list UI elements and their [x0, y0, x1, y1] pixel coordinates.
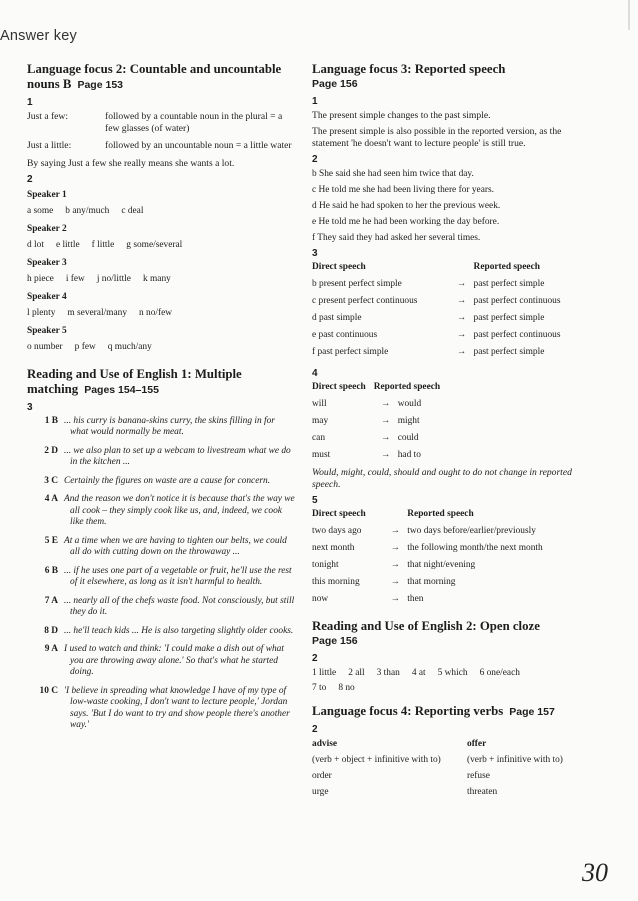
answer-text: By saying Just a few she really means she wants a lot. — [27, 157, 235, 169]
answer-item: n no/few — [139, 307, 173, 318]
direct-cell: d past simple — [312, 313, 362, 323]
exercise-number: 4 — [312, 368, 318, 379]
table-row — [312, 433, 440, 450]
table-row — [312, 279, 587, 296]
answer-item: a some — [27, 205, 54, 216]
arrow-icon: → — [456, 279, 467, 289]
speaker-label: Speaker 5 — [27, 325, 67, 336]
matching-item — [27, 644, 295, 679]
direct-cell: f past perfect simple — [312, 347, 389, 357]
section-heading — [312, 704, 587, 720]
reported-cell: that morning — [407, 577, 456, 587]
answer-row — [27, 307, 295, 319]
direct-cell: will — [312, 399, 327, 409]
page-ref: Pages 154–155 — [84, 383, 159, 396]
arrow-icon: → — [456, 347, 467, 357]
item-key: 8 D — [44, 625, 58, 636]
heading-text: Language focus 3: Reported speech — [312, 62, 506, 76]
table-header — [312, 509, 587, 526]
arrow-icon: → — [381, 416, 391, 426]
arrow-icon: → — [456, 296, 467, 306]
item-quote: ... he'll teach kids ... He is also targeting slightly older cooks. — [64, 625, 294, 636]
arrow-icon: → — [381, 399, 391, 409]
answer-item: 6 one/each — [479, 668, 520, 678]
column-header: advise — [312, 739, 338, 749]
matching-item — [27, 494, 295, 529]
answer-text: The present simple changes to the past simple. — [312, 110, 491, 121]
reported-cell: two days before/earlier/previously — [407, 526, 536, 536]
direct-cell: must — [312, 450, 331, 460]
direct-cell: can — [312, 433, 326, 443]
table-row — [312, 416, 440, 433]
answer-item: c deal — [121, 205, 144, 216]
item-key: 10 C — [39, 685, 58, 696]
exercise-number: 2 — [312, 653, 318, 664]
verb-item: urge — [312, 787, 329, 797]
definition-row — [27, 111, 295, 134]
reported-cell: past perfect simple — [473, 313, 545, 323]
answer-item: 5 which — [437, 668, 468, 678]
definition-label: Just a little: — [27, 140, 72, 151]
item-quote: ... if he uses one part of a vegetable or fruit, he'll use the rest of it elsewhere, as long as it isn't harmful to health. — [64, 565, 292, 587]
speaker-label: Speaker 4 — [27, 291, 67, 302]
matching-list — [27, 416, 295, 732]
item-quote: ... we also plan to set up a webcam to livestream what we do in the kitchen ... — [64, 445, 291, 467]
item-quote: I used to watch and think: 'I could make a dish out of what you are throwing away alone.' So that's what he started doing. — [64, 644, 284, 677]
direct-cell: b present perfect simple — [312, 279, 402, 289]
matching-item — [27, 626, 295, 638]
page-ref: Page 157 — [509, 706, 555, 718]
reported-cell: would — [397, 399, 422, 409]
table-row — [312, 330, 587, 347]
verb-column — [467, 738, 563, 802]
answer-line: c He told me she had been living there for years. — [312, 185, 494, 195]
answer-item: l plenty — [27, 307, 56, 318]
answer-item: g some/several — [126, 239, 183, 250]
pattern-text: (verb + infinitive with to) — [467, 755, 563, 765]
section-language-focus-4 — [312, 704, 587, 802]
item-quote: ... nearly all of the chefs waste food. Not consciously, but still they do it. — [64, 595, 295, 617]
column-header: Direct speech — [312, 262, 366, 272]
item-key: 9 A — [44, 644, 58, 654]
arrow-icon: → — [390, 560, 400, 570]
reported-cell: past perfect simple — [473, 279, 545, 289]
answer-item: 4 at — [411, 668, 426, 678]
item-quote: Certainly the figures on waste are a cause for concern. — [64, 475, 271, 486]
answer-item: 7 to — [312, 683, 327, 693]
definition-row — [27, 140, 295, 152]
direct-cell: two days ago — [312, 526, 362, 536]
reported-cell: the following month/the next month — [407, 543, 543, 553]
tense-table — [312, 262, 587, 364]
answer-item: j no/little — [96, 273, 131, 284]
matching-item — [27, 446, 295, 469]
section-reading-use-of-english-1 — [27, 367, 295, 732]
answer-item: 3 than — [376, 668, 400, 678]
speaker-label: Speaker 2 — [27, 223, 67, 234]
matching-item — [27, 686, 295, 732]
answer-note: Would, might, could, should and ought to do not change in reported speech. — [312, 467, 572, 490]
answer-line: e He told me he had been working the day before. — [312, 217, 500, 227]
matching-item — [27, 566, 295, 589]
matching-item — [27, 536, 295, 559]
answer-item: i few — [65, 273, 85, 284]
table-row — [312, 526, 587, 543]
answer-row — [27, 239, 295, 251]
reported-cell: had to — [397, 450, 421, 460]
table-row — [312, 577, 587, 594]
table-row — [312, 543, 587, 560]
matching-item — [27, 476, 295, 488]
reported-cell: that night/evening — [407, 560, 476, 570]
section-reading-use-of-english-2 — [312, 619, 587, 694]
answer-item: k many — [142, 273, 171, 284]
exercise-number: 1 — [27, 97, 33, 108]
answer-item: o number — [27, 341, 63, 352]
direct-cell: next month — [312, 543, 355, 553]
item-quote: At a time when we are having to tighten our belts, we could all do with cutting down on the throwaway ... — [64, 535, 287, 557]
answer-row — [27, 205, 295, 217]
exercise-number: 3 — [312, 248, 318, 259]
item-quote: 'I believe in spreading what knowledge I have of my type of low-waste cooking, I don't want to lecture people,' Jordan says. 'But I do want to try and show people there's another way.' — [64, 685, 290, 730]
table-row — [312, 347, 587, 364]
answer-line: d He said he had spoken to her the previous week. — [312, 201, 501, 211]
exercise-number: 2 — [312, 724, 318, 735]
answer-row — [27, 341, 295, 353]
exercise-number: 2 — [312, 154, 318, 165]
reported-cell: past perfect continuous — [473, 330, 561, 340]
verb-column — [312, 738, 467, 802]
answer-item: q much/any — [107, 341, 152, 352]
item-key: 5 E — [44, 535, 58, 546]
section-heading — [312, 62, 587, 92]
answer-line: f They said they had asked her several times. — [312, 233, 481, 243]
item-key: 6 B — [44, 565, 58, 576]
answer-item: d lot — [27, 239, 44, 250]
direct-cell: c present perfect continuous — [312, 296, 418, 306]
answer-row — [312, 667, 587, 679]
item-key: 1 B — [44, 415, 58, 426]
answer-item: e little — [55, 239, 80, 250]
answer-item: b any/much — [65, 205, 110, 216]
answer-row — [27, 273, 295, 285]
answer-item: m several/many — [67, 307, 128, 318]
table-row — [312, 296, 587, 313]
verb-columns — [312, 738, 587, 802]
direct-cell: may — [312, 416, 329, 426]
table-row — [312, 560, 587, 577]
reported-cell: then — [407, 594, 424, 604]
verb-item: threaten — [467, 787, 498, 797]
item-key: 3 C — [44, 475, 58, 486]
answer-item: 8 no — [338, 683, 355, 693]
section-language-focus-2 — [27, 62, 295, 353]
exercise-number: 5 — [312, 495, 318, 506]
verb-item: refuse — [467, 771, 490, 781]
answer-row — [312, 682, 587, 694]
arrow-icon: → — [390, 577, 400, 587]
speaker-label: Speaker 3 — [27, 257, 67, 268]
table-row — [312, 399, 440, 416]
speaker-label: Speaker 1 — [27, 189, 67, 200]
arrow-icon: → — [456, 330, 467, 340]
section-heading — [27, 367, 295, 398]
pattern-text: (verb + object + infinitive with to) — [312, 755, 441, 765]
reported-cell: past perfect continuous — [473, 296, 561, 306]
answer-item: f little — [91, 239, 115, 250]
page-ref: Page 156 — [312, 78, 358, 90]
definition-value: followed by a countable noun in the plural = a few glasses (of water) — [105, 111, 283, 134]
heading-text: Reading and Use of English 2: Open cloze — [312, 619, 540, 633]
table-row — [312, 313, 587, 330]
exercise-number: 1 — [312, 96, 318, 107]
right-column — [312, 62, 587, 802]
direct-cell: tonight — [312, 560, 339, 570]
section-heading — [312, 619, 587, 649]
heading-text: Language focus 4: Reporting verbs — [312, 704, 504, 718]
arrow-icon: → — [381, 450, 391, 460]
exercise-number: 3 — [27, 401, 33, 413]
handwritten-page-number: 30 — [582, 858, 608, 887]
answer-item: h piece — [27, 273, 54, 284]
direct-cell: now — [312, 594, 329, 604]
heading-text: Reading and Use of English 1: Multiple matching — [27, 366, 242, 396]
definition-value: followed by an uncountable noun = a little water — [105, 140, 292, 151]
direct-cell: e past continuous — [312, 330, 378, 340]
left-column — [27, 62, 295, 739]
arrow-icon: → — [390, 543, 400, 553]
modal-table — [312, 382, 440, 467]
arrow-icon: → — [381, 433, 391, 443]
column-header: Reported speech — [473, 262, 540, 272]
arrow-icon: → — [390, 526, 400, 536]
item-key: 4 A — [44, 494, 58, 504]
matching-item — [27, 596, 295, 619]
section-heading — [27, 62, 295, 93]
exercise-number: 2 — [27, 173, 33, 185]
answer-item: 2 all — [348, 668, 365, 678]
table-row — [312, 594, 587, 611]
item-key: 2 D — [44, 445, 58, 456]
column-header: Direct speech — [312, 382, 366, 392]
reported-cell: past perfect simple — [473, 347, 545, 357]
table-row — [312, 450, 440, 467]
item-key: 7 A — [44, 595, 58, 606]
section-language-focus-3 — [312, 62, 587, 611]
definition-label: Just a few: — [27, 111, 69, 122]
item-quote: And the reason we don't notice it is because that's the way we all cook – they simply cook like us, and, indeed, we cook like them. — [64, 494, 295, 527]
arrow-icon: → — [456, 313, 467, 323]
heading-text: Language focus 2: Countable and uncountable nouns B — [27, 62, 282, 91]
reported-cell: could — [397, 433, 419, 443]
direct-cell: this morning — [312, 577, 360, 587]
answer-text: The present simple is also possible in the reported version, as the statement 'he doesn't want to lecture people' is still true. — [312, 126, 562, 149]
page-edge-mark — [628, 0, 630, 30]
table-header — [312, 262, 587, 279]
arrow-icon: → — [390, 594, 400, 604]
item-quote: ... his curry is banana-skins curry, the skins filling in for what would normally be meat. — [64, 415, 275, 437]
page-ref: Page 156 — [312, 635, 358, 647]
matching-item — [27, 416, 295, 439]
column-header: Reported speech — [407, 509, 474, 519]
page-ref: Page 153 — [77, 79, 124, 91]
reported-cell: might — [397, 416, 420, 426]
answer-item: 1 little — [312, 668, 337, 678]
answer-item: p few — [74, 341, 96, 352]
column-header: Reported speech — [373, 382, 441, 392]
page-title: Answer key — [0, 28, 77, 44]
column-header: offer — [467, 739, 487, 749]
table-header — [312, 382, 440, 399]
answer-line: b She said she had seen him twice that day. — [312, 169, 474, 179]
column-header: Direct speech — [312, 509, 366, 519]
time-expression-table — [312, 509, 587, 611]
verb-item: order — [312, 771, 332, 781]
